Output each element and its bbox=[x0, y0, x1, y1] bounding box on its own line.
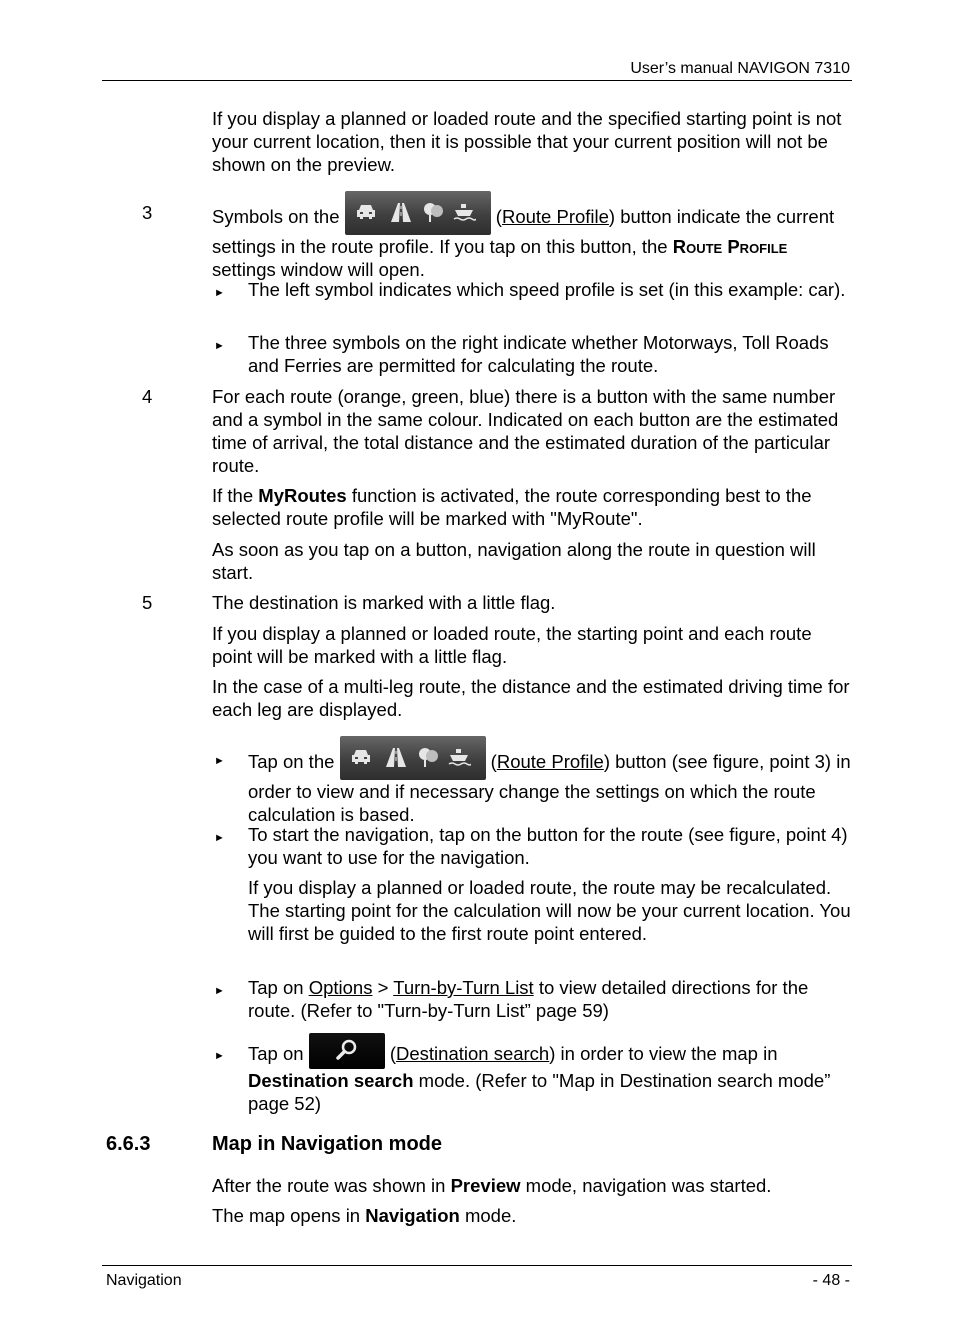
item5-paragraph-3: In the case of a multi-leg route, the distance and the estimated driving time for each leg are displayed. bbox=[212, 676, 850, 720]
item4-paragraph-1: For each route (orange, green, blue) there is a button with the same number and a symbol in the same colour. Indicated on each button are the estimated time of arrival, the total distance and the estimated duration of the particular route. bbox=[212, 386, 839, 476]
bullet-arrow-icon: ► bbox=[214, 287, 225, 299]
item3-paragraph: Symbols on the (Route Profile) button indicate the current settings in the route profile. If you tap on this button, the Route Profile settings window will open. bbox=[212, 201, 852, 281]
options-link[interactable]: Options bbox=[308, 977, 373, 998]
route-profile-button[interactable] bbox=[340, 736, 486, 780]
toll-icon bbox=[416, 746, 440, 768]
header-rule bbox=[102, 80, 852, 81]
header-title: User’s manual NAVIGON 7310 bbox=[630, 60, 850, 77]
bullet-arrow-icon: ► bbox=[214, 1050, 225, 1062]
route-profile-button[interactable] bbox=[345, 191, 491, 235]
motorway-icon bbox=[389, 201, 413, 223]
section-paragraph-2: The map opens in Navigation mode. bbox=[212, 1205, 517, 1226]
step-options: Tap on Options > Turn-by-Turn List to view detailed directions for the route. (Refer to "Turn-by-Turn List” page 59) bbox=[248, 977, 809, 1021]
section-title: Map in Navigation mode bbox=[212, 1133, 443, 1155]
destination-search-link[interactable]: Destination search bbox=[396, 1042, 550, 1064]
item5-paragraph-2: If you display a planned or loaded route, the starting point and each route point will be marked with a little flag. bbox=[212, 623, 812, 667]
footer-rule bbox=[102, 1265, 852, 1266]
step-start-navigation: To start the navigation, tap on the button for the route (see figure, point 4) you want to use for the navigation. bbox=[248, 824, 848, 868]
item3-bullet-2: The three symbols on the right indicate whether Motorways, Toll Roads and Ferries are permitted for calculating the route. bbox=[248, 332, 829, 376]
item5-paragraph-1: The destination is marked with a little flag. bbox=[212, 592, 556, 613]
car-icon bbox=[354, 201, 378, 223]
car-icon bbox=[349, 746, 373, 768]
motorway-icon bbox=[384, 746, 408, 768]
step-destination-search: Tap on (Destination search) in order to view the map in Destination search mode. (Refer to "Map in Destination search mode” page 52) bbox=[248, 1041, 853, 1115]
step-route-profile: Tap on the (Route Profile) button (see figure, point 3) in order to view and if necessary change the settings on which the route calculation is based. bbox=[248, 746, 853, 826]
route-profile-link[interactable]: Route Profile bbox=[496, 750, 604, 772]
toll-icon bbox=[421, 201, 445, 223]
turn-by-turn-list-link[interactable]: Turn-by-Turn List bbox=[393, 977, 534, 998]
item-number-5: 5 bbox=[142, 592, 153, 613]
item-number-4: 4 bbox=[142, 386, 153, 407]
route-profile-link[interactable]: Route Profile bbox=[501, 205, 609, 227]
step-start-navigation-note: If you display a planned or loaded route, the route may be recalculated. The starting point for the calculation will now be your current location. You will first be guided to the first route point entered. bbox=[248, 877, 851, 944]
route-profile-window-name: Route Profile bbox=[672, 236, 788, 257]
bullet-arrow-icon: ► bbox=[214, 832, 225, 844]
ferry-icon bbox=[447, 746, 471, 768]
bullet-arrow-icon: ► bbox=[214, 340, 225, 352]
section-number: 6.6.3 bbox=[106, 1133, 151, 1155]
footer-page-number: - 48 - bbox=[812, 1272, 850, 1289]
item-number-3: 3 bbox=[142, 202, 153, 223]
footer-section-name: Navigation bbox=[106, 1272, 182, 1289]
bullet-arrow-icon: ► bbox=[214, 755, 225, 767]
bullet-arrow-icon: ► bbox=[214, 985, 225, 997]
ferry-icon bbox=[452, 201, 476, 223]
section-paragraph-1: After the route was shown in Preview mode, navigation was started. bbox=[212, 1175, 772, 1196]
magnifier-icon bbox=[335, 1039, 359, 1061]
destination-search-button[interactable] bbox=[309, 1033, 385, 1069]
item3-bullet-1: The left symbol indicates which speed profile is set (in this example: car). bbox=[248, 279, 846, 300]
item4-paragraph-2: If the MyRoutes function is activated, the route corresponding best to the selected route profile will be marked with "MyRoute". bbox=[212, 485, 812, 529]
item4-paragraph-3: As soon as you tap on a button, navigation along the route in question will start. bbox=[212, 539, 816, 583]
intro-paragraph: If you display a planned or loaded route and the specified starting point is not your current location, then it is possible that your current position will not be shown on the preview. bbox=[212, 108, 842, 175]
